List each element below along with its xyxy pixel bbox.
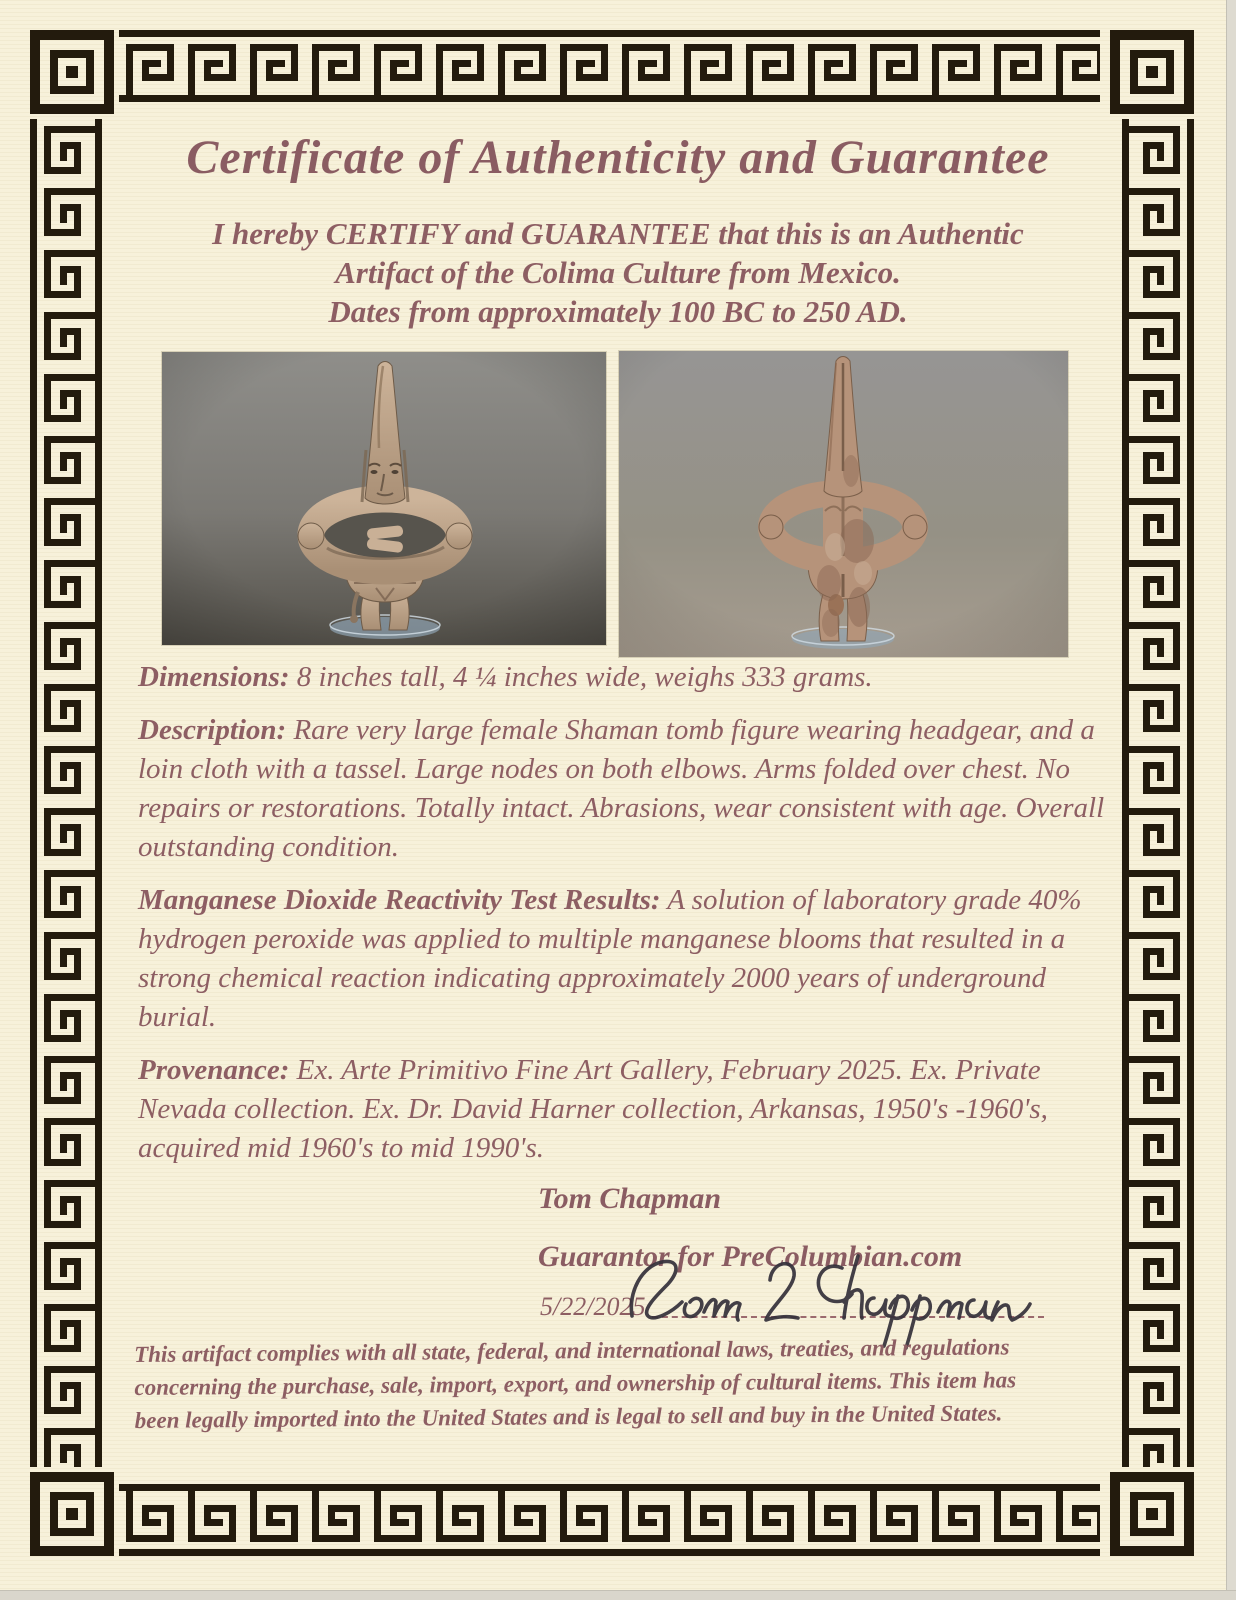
test-results-section — [138, 881, 1123, 1037]
description-label: Description: — [138, 714, 287, 746]
artifact-front-illustration — [162, 352, 606, 645]
legal-disclaimer — [134, 1330, 1095, 1437]
legal-line-3: been legally imported into the United States and is legal to sell and buy in the United States. — [134, 1400, 1003, 1433]
description-text: Rare very large female Shaman tomb figure wearing headgear, and a loin cloth with a tassel. Large nodes on both elbows. Arms folded over chest. No repairs or restorations. Totally intact. Abrasions, wear consistent with age. Overall outstanding condition. — [138, 714, 1105, 863]
description-section — [138, 711, 1123, 867]
statement-line-1: I hereby CERTIFY and GUARANTEE that this is an Authentic — [212, 216, 1024, 251]
legal-line-1: This artifact complies with all state, federal, and international laws, treaties, and regulations — [134, 1334, 1010, 1367]
dimensions-section — [138, 658, 1123, 697]
scan-edge-right — [1226, 0, 1236, 1600]
artifact-back-photo — [619, 351, 1068, 657]
legal-line-2: concerning the purchase, sale, import, export, and ownership of cultural items. This item has — [134, 1367, 1017, 1400]
test-results-label: Manganese Dioxide Reactivity Test Results: — [138, 884, 661, 916]
certificate-sections — [138, 658, 1123, 1182]
artifact-back-illustration — [619, 351, 1068, 657]
signature-date: 5/22/2025 — [540, 1292, 646, 1321]
provenance-section — [138, 1051, 1123, 1168]
certificate-statement — [118, 214, 1118, 331]
certificate-title: Certificate of Authenticity and Guarantee — [186, 131, 1050, 184]
statement-line-3: Dates from approximately 100 BC to 250 AD. — [328, 294, 908, 329]
signatory-name: Tom Chapman — [538, 1182, 722, 1215]
statement-line-2: Artifact of the Colima Culture from Mexico. — [335, 255, 901, 290]
signatory-role: Guarantor for PreColumbian.com — [538, 1240, 963, 1273]
test-results-text: A solution of laboratory grade 40% hydrogen peroxide was applied to multiple manganese blooms that resulted in a strong chemical reaction indicating approximately 2000 years of underground burial. — [138, 884, 1082, 1033]
dimensions-label: Dimensions: — [138, 661, 290, 693]
scan-edge-bottom — [0, 1590, 1236, 1600]
provenance-label: Provenance: — [138, 1054, 290, 1086]
artifact-front-photo — [162, 352, 606, 645]
provenance-text: Ex. Arte Primitivo Fine Art Gallery, February 2025. Ex. Private Nevada collection. Ex. Dr. David Harner collection, Arkansas, 1950's -1960's, acquired mid 1960's to mid 1990's. — [138, 1054, 1048, 1164]
dimensions-text: 8 inches tall, 4 ¼ inches wide, weighs 333 grams. — [289, 661, 873, 693]
